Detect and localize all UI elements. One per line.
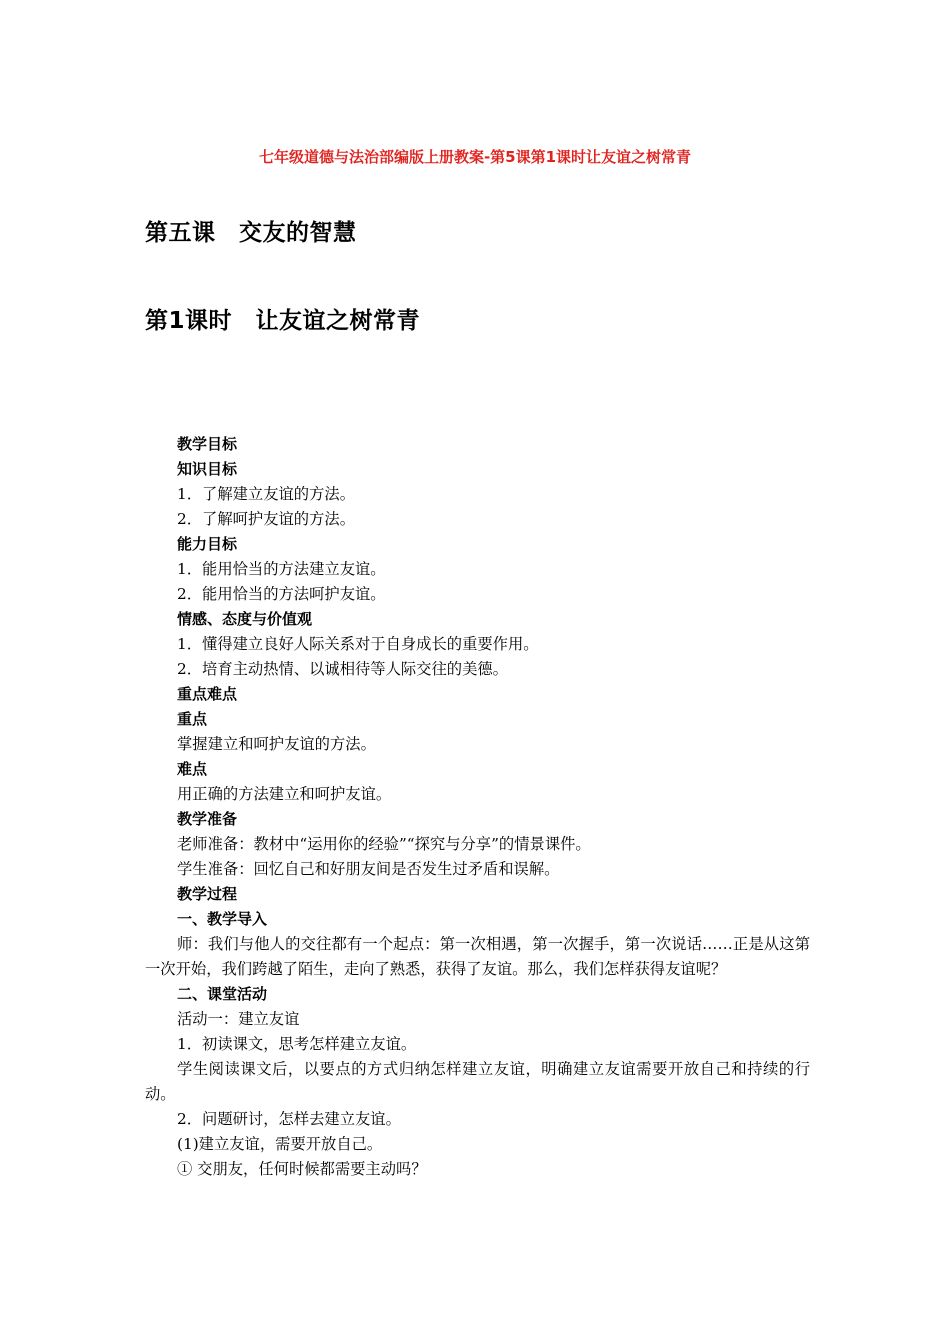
body-paragraph: 2．问题研讨，怎样去建立友谊。 <box>177 1110 401 1128</box>
section-heading: 重点难点 <box>177 685 238 703</box>
document-title: 七年级道德与法治部编版上册教案-第5课第1课时让友谊之树常青 <box>258 148 692 166</box>
period-title: 第1课时 让友谊之树常青 <box>145 308 421 334</box>
body-paragraph: 学生阅读课文后，以要点的方式归纳怎样建立友谊，明确建立友谊需要开放自己和持续的行动。 <box>145 1060 810 1103</box>
body-paragraph: 用正确的方法建立和呵护友谊。 <box>177 785 392 803</box>
body-paragraph: 2．能用恰当的方法呵护友谊。 <box>177 585 386 603</box>
body-paragraph: 1．懂得建立良好人际关系对于自身成长的重要作用。 <box>177 635 539 653</box>
section-heading: 教学目标 <box>177 435 238 453</box>
body-paragraph: 1．了解建立友谊的方法。 <box>177 485 355 503</box>
body-paragraph: 师：我们与他人的交往都有一个起点：第一次相遇，第一次握手，第一次说话……正是从这第一次开始，我们跨越了陌生，走向了熟悉，获得了友谊。那么，我们怎样获得友谊呢？ <box>145 935 810 978</box>
section-heading: 知识目标 <box>177 460 238 478</box>
body-paragraph: 老师准备：教材中“运用你的经验”“探究与分享”的情景课件。 <box>177 835 591 853</box>
body-paragraph: 2．了解呵护友谊的方法。 <box>177 510 355 528</box>
body-paragraph: 学生准备：回忆自己和好朋友间是否发生过矛盾和误解。 <box>177 860 560 878</box>
body-paragraph: 2．培育主动热情、以诚相待等人际交往的美德。 <box>177 660 508 678</box>
section-heading: 教学过程 <box>177 885 238 903</box>
section-heading: 难点 <box>177 760 208 778</box>
section-heading: 教学准备 <box>177 810 238 828</box>
section-heading: 一、教学导入 <box>177 910 268 928</box>
section-heading: 能力目标 <box>177 535 238 553</box>
section-heading: 重点 <box>177 710 208 728</box>
body-paragraph: 掌握建立和呵护友谊的方法。 <box>177 735 376 753</box>
lesson-title: 第五课 交友的智慧 <box>145 220 357 246</box>
body-paragraph: 1．初读课文，思考怎样建立友谊。 <box>177 1035 417 1053</box>
lesson-body <box>145 432 810 1182</box>
section-heading: 情感、态度与价值观 <box>177 610 313 628</box>
body-paragraph: (1)建立友谊，需要开放自己。 <box>177 1135 383 1153</box>
body-paragraph: ① 交朋友，任何时候都需要主动吗？ <box>177 1160 427 1178</box>
section-heading: 二、课堂活动 <box>177 985 268 1003</box>
body-paragraph: 1．能用恰当的方法建立友谊。 <box>177 560 386 578</box>
body-paragraph: 活动一：建立友谊 <box>177 1010 300 1028</box>
